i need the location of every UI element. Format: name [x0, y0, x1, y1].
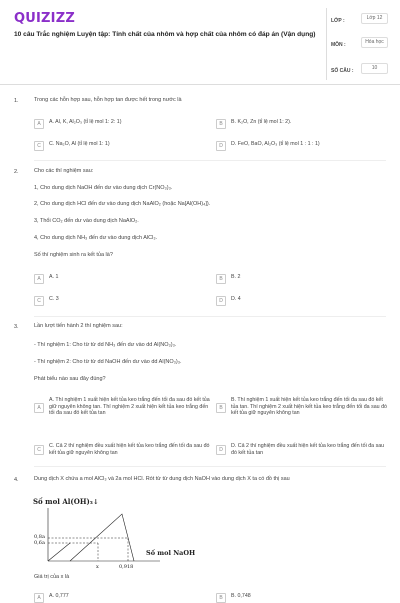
q3-option-d[interactable]	[216, 443, 388, 456]
graph-xlabel: Số mol NaOH	[146, 549, 196, 557]
option-letter: C	[34, 141, 44, 151]
subject-value: Hóa học	[361, 37, 388, 48]
q3-option-a[interactable]	[34, 397, 210, 417]
option-letter: A	[34, 593, 44, 603]
q4-option-a[interactable]	[34, 593, 69, 603]
option-text: B. Thí nghiệm 1 xuất hiện kết tủa keo trắng đến tối đa sau đó kết tủa tan. Thí nghiệm 2 xuất hiện kết tủa keo trắng đến tối đa sau đó kết tủa giữ nguyên không tan	[231, 397, 387, 416]
q2-number: 2.	[14, 169, 19, 175]
q2-option-c[interactable]	[34, 296, 59, 306]
option-letter: B	[216, 119, 226, 129]
q3-option-c[interactable]	[34, 443, 210, 456]
q3-number: 3.	[14, 324, 19, 330]
question-divider	[34, 316, 386, 317]
option-text: A. 0,777	[49, 593, 69, 599]
class-value: Lớp 12	[361, 13, 388, 24]
option-letter: C	[34, 296, 44, 306]
option-letter: B	[216, 403, 226, 413]
graph-ylabel: Số mol Al(OH)₃↓	[33, 497, 99, 506]
count-label: SỐ CÂU :	[331, 68, 354, 74]
option-letter: B	[216, 593, 226, 603]
q2-line-3: 3, Thổi CO₂ đến dư vào dung dịch NaAlO₂.	[34, 218, 139, 224]
tick-0918: 0,918	[119, 564, 134, 570]
option-text: A. 1	[49, 274, 59, 280]
subject-label: MÔN :	[331, 42, 346, 48]
option-text: B. 0,748	[231, 593, 251, 599]
option-letter: A	[34, 403, 44, 413]
q2-option-a[interactable]	[34, 274, 58, 284]
option-text: D. FeO, BaO, Al₂O₃ (tỉ lệ mol 1 : 1 : 1)	[231, 141, 320, 147]
option-text: D. 4	[231, 296, 241, 302]
question-divider	[34, 466, 386, 467]
option-text: B. 2	[231, 274, 241, 280]
q3-text: Lần lượt tiến hành 2 thí nghiệm sau:	[34, 323, 123, 329]
q2-text: Cho các thí nghiệm sau:	[34, 168, 94, 174]
option-text: A. Thí nghiệm 1 xuất hiện kết tủa keo trắng đến tối đa sau đó kết tủa giữ nguyên không tan. Thí nghiệm 2 xuất hiện kết tủa keo trắng đến tối đa sau đó kết tủa tan	[49, 397, 210, 416]
class-label: LỚP :	[331, 18, 345, 24]
option-text: C. Cả 2 thí nghiệm đều xuất hiện kết tủa keo trắng đến tối đa sau đó kết tủa giữ nguyên không tan	[49, 443, 210, 456]
quizizz-logo: QUIZIZZ	[14, 11, 75, 26]
meta-divider	[326, 8, 327, 80]
q2-question: Số thí nghiệm sinh ra kết tủa là?	[34, 252, 113, 258]
q3-question: Phát biểu nào sau đây đúng?	[34, 376, 106, 382]
q1-text: Trong các hỗn hợp sau, hỗn hợp tan được hết trong nước là	[34, 97, 182, 103]
option-letter: A	[34, 274, 44, 284]
option-letter: A	[34, 119, 44, 129]
q3-line-1: - Thí nghiệm 1: Cho từ từ dd NH₃ đến dư vào dd Al(NO₃)₃.	[34, 342, 177, 348]
q3-option-b[interactable]	[216, 397, 388, 417]
tick-x: x	[96, 564, 99, 570]
q1-option-a[interactable]	[34, 119, 122, 129]
q4-text: Dung dịch X chứa a mol AlCl₃ và 2a mol HCl. Rót từ từ dung dịch NaOH vào dung dịch X ta có đồ thị sau	[34, 476, 290, 482]
count-value: 10	[361, 63, 388, 74]
option-letter: C	[34, 445, 44, 455]
question-divider	[34, 160, 386, 161]
q2-line-1: 1, Cho dung dịch NaOH đến dư vào dung dịch Cr(NO₃)₃.	[34, 185, 173, 191]
q2-line-2: 2, Cho dung dịch HCl đến dư vào dung dịch NaAlO₂ (hoặc Na[Al(OH)₄]).	[34, 201, 211, 207]
graph-flat-start	[48, 543, 70, 561]
q2-option-d[interactable]	[216, 296, 241, 306]
q1-option-d[interactable]	[216, 141, 320, 151]
tick-06a: 0,6a	[34, 540, 45, 546]
quiz-title: 10 câu Trắc nghiệm Luyện tập: Tính chất của nhôm và hợp chất của nhôm có đáp án (Vận dụng)	[14, 31, 316, 38]
option-text: D. Cả 2 thí nghiệm đều xuất hiện kết tủa keo trắng đến tối đa sau đó kết tủa tan	[231, 443, 385, 456]
option-letter: B	[216, 274, 226, 284]
q2-line-4: 4, Cho dung dịch NH₃ đến dư vào dung dịch AlCl₃.	[34, 235, 158, 241]
q4-prompt: Giá trị của x là	[34, 574, 70, 580]
option-text: B. K₂O, Zn (tỉ lệ mol 1: 2).	[231, 119, 292, 125]
q3-line-2: - Thí nghiệm 2: Cho từ từ dd NaOH đến dư vào dd Al(NO₃)₃.	[34, 359, 182, 365]
q1-option-c[interactable]	[34, 141, 110, 151]
q2-option-b[interactable]	[216, 274, 240, 284]
page-header	[0, 0, 400, 85]
graph-curve	[70, 514, 134, 561]
option-letter: D	[216, 141, 226, 151]
q4-number: 4.	[14, 477, 19, 483]
option-text: A. Al, K, Al₂O₃ (tỉ lệ mol 1: 2: 1)	[49, 119, 122, 125]
option-text: C. Na₂O, Al (tỉ lệ mol 1: 1)	[49, 141, 110, 147]
q4-option-b[interactable]	[216, 593, 251, 603]
tick-08a: 0,8a	[34, 534, 45, 540]
option-letter: D	[216, 296, 226, 306]
option-letter: D	[216, 445, 226, 455]
option-text: C. 3	[49, 296, 59, 302]
q4-graph	[30, 496, 210, 571]
q1-number: 1.	[14, 98, 19, 104]
q1-option-b[interactable]	[216, 119, 291, 129]
